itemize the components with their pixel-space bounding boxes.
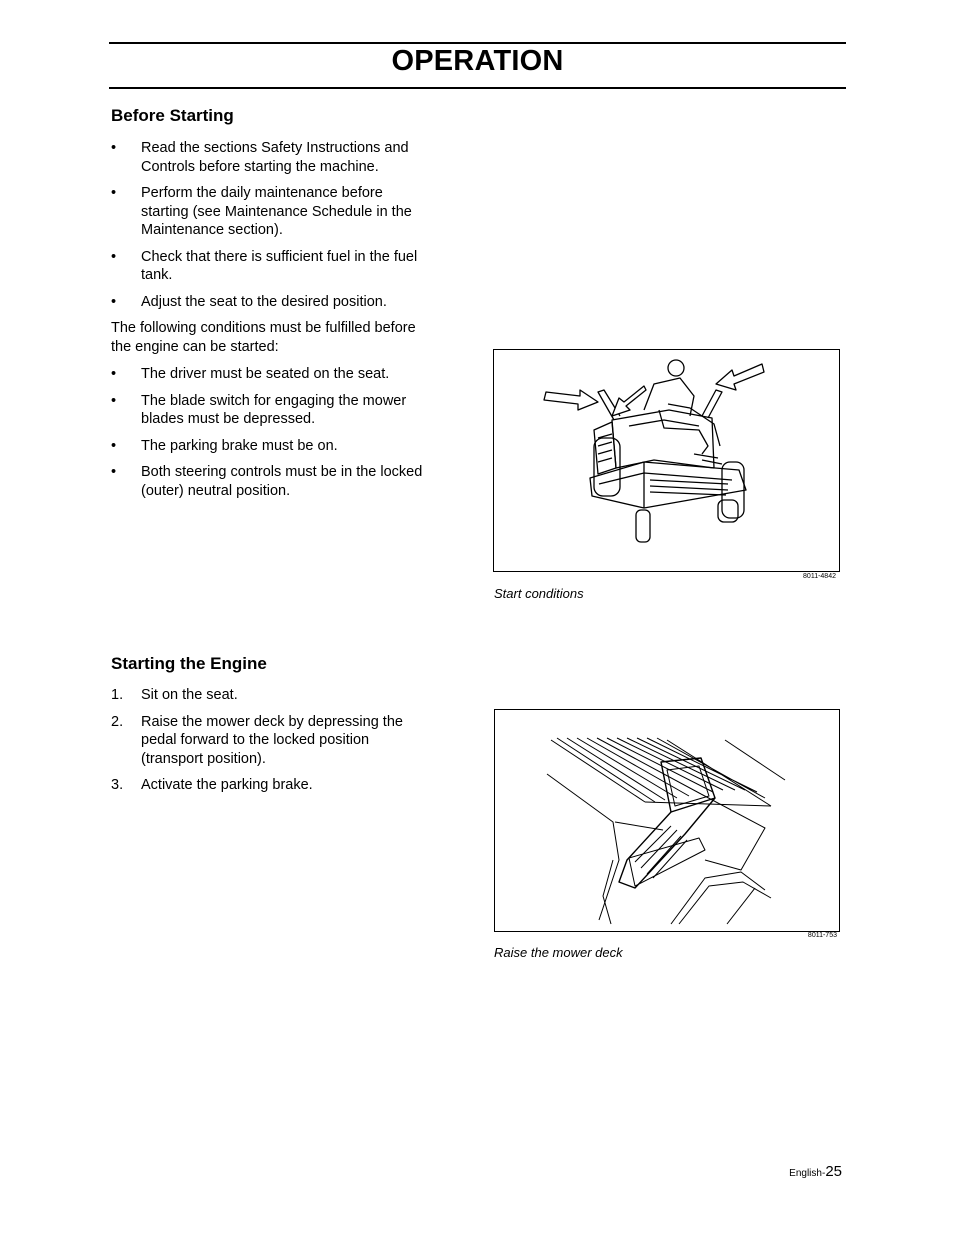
list-item — [111, 248, 431, 285]
before-starting-heading: Before Starting — [111, 106, 234, 125]
step-text: Sit on the seat. — [141, 687, 238, 703]
figure-caption: Raise the mower deck — [494, 945, 623, 960]
bullet-marker: • — [111, 366, 117, 382]
figure-caption: Start conditions — [494, 586, 584, 601]
conditions-intro: The following conditions must be fulfilled before the engine can be started: — [111, 320, 416, 355]
bullet-text: Perform the daily maintenance before starting (see Maintenance Schedule in the Maintenance section). — [141, 185, 412, 238]
list-item — [111, 713, 431, 769]
language-label: English- — [789, 1168, 826, 1179]
header-top-rule — [109, 42, 846, 44]
mower-rider-drawing — [494, 350, 839, 571]
bullet-marker: • — [111, 293, 117, 310]
before-starting-body — [111, 139, 431, 508]
step-number: 3. — [111, 777, 124, 793]
list-item — [111, 293, 431, 312]
bullet-marker: • — [111, 392, 117, 409]
condition-text: The blade switch for engaging the mower blades must be depressed. — [141, 392, 407, 427]
bullet-marker: • — [111, 248, 117, 265]
bullet-marker: • — [111, 185, 117, 201]
bullet-marker: • — [111, 464, 117, 480]
list-item — [111, 463, 431, 500]
bullet-text: Read the sections Safety Instructions and Controls before starting the machine. — [141, 140, 409, 175]
condition-text: The parking brake must be on. — [141, 437, 338, 454]
bullet-text: Check that there is sufficient fuel in the fuel tank. — [141, 248, 418, 283]
condition-text: The driver must be seated on the seat. — [141, 366, 390, 382]
list-item — [111, 392, 431, 429]
step-text: Activate the parking brake. — [141, 777, 313, 793]
page-number — [789, 1163, 842, 1181]
figure-code: 8011-4842 — [803, 573, 836, 580]
list-item — [111, 184, 431, 240]
starting-engine-steps — [111, 686, 431, 803]
list-item — [111, 686, 431, 705]
bullet-marker: • — [111, 437, 117, 454]
page-title: OPERATION — [391, 45, 564, 77]
page-number-value: 25 — [825, 1163, 842, 1180]
header-bottom-rule — [109, 87, 846, 89]
figure-code: 8011-753 — [807, 932, 837, 939]
bullet-text: Adjust the seat to the desired position. — [141, 293, 387, 310]
step-number: 1. — [111, 687, 124, 703]
raise-deck-illustration — [494, 709, 840, 932]
list-item — [111, 139, 431, 176]
list-item — [111, 437, 431, 456]
condition-text: Both steering controls must be in the locked (outer) neutral position. — [141, 464, 423, 499]
step-number: 2. — [111, 713, 124, 730]
list-item — [111, 776, 431, 795]
starting-engine-heading: Starting the Engine — [111, 654, 267, 673]
start-conditions-illustration — [493, 349, 840, 572]
pedal-drawing — [495, 710, 839, 931]
bullet-marker: • — [111, 140, 117, 156]
step-text: Raise the mower deck by depressing the pedal forward to the locked position (transport position). — [141, 713, 403, 767]
list-item — [111, 365, 431, 384]
